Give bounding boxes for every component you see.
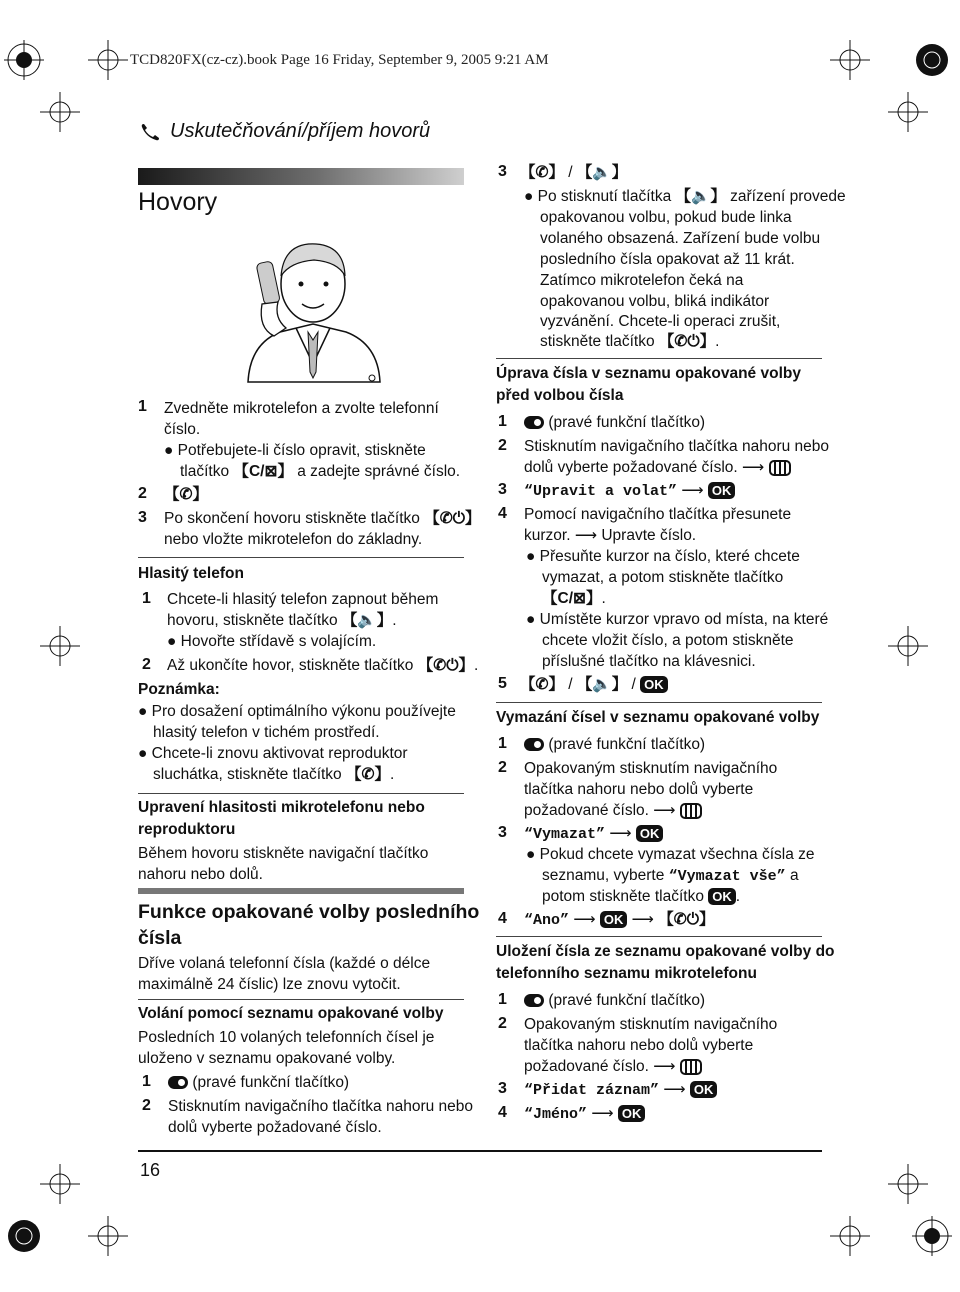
paragraph: nahoru nebo dolů. [138, 866, 263, 883]
step-text: dolů vyberte požadované číslo. [168, 1119, 382, 1136]
page-title: Hovory [138, 188, 218, 216]
menu-icon [680, 803, 702, 819]
divider [496, 702, 822, 703]
crosshair-icon [40, 626, 80, 666]
section-bar [138, 888, 464, 894]
bullet-item: ● Hovořte střídavě s volajícím. [167, 633, 377, 650]
step-text: Stisknutím navigačního tlačítka nahoru nebo [168, 1098, 474, 1115]
crosshair-icon [40, 92, 80, 132]
bullet-continued: sluchátka, stiskněte tlačítko 【✆】. [153, 766, 395, 783]
crosshair-icon [888, 92, 928, 132]
section-heading: Funkce opakované volby posledního [138, 901, 480, 923]
step-text: číslo. [164, 421, 201, 438]
divider [496, 936, 822, 937]
bullet-item: ● Chcete-li znovu aktivovat reproduktor [138, 745, 408, 762]
footer-rule [138, 1150, 822, 1152]
subsection-title: reproduktoru [138, 821, 236, 838]
menu-icon [680, 1059, 702, 1075]
bullet-item: ● Umístěte kurzor vpravo od místa, na které [526, 611, 829, 628]
step-text: (pravé funkční tlačítko) [168, 1072, 349, 1093]
bullet-item: ● Pro dosažení optimálního výkonu používejte [138, 703, 456, 720]
bullet-continued: hlasitý telefon v tichém prostředí. [153, 724, 380, 741]
subsection-title: Uložení čísla ze seznamu opakované volby do [496, 943, 835, 960]
step-text: Zvedněte mikrotelefon a zvolte telefonní [164, 400, 439, 417]
divider [138, 793, 464, 794]
ok-button-icon: OK [708, 482, 736, 499]
bullet-item: ● Po stisknutí tlačítka 【🔈】 zařízení provede [524, 188, 846, 205]
registration-mark-icon [912, 1216, 952, 1256]
person-on-phone-illustration [238, 232, 388, 384]
soft-key-icon [168, 1076, 188, 1089]
registration-mark-icon [4, 40, 44, 80]
crosshair-icon [88, 40, 128, 80]
paragraph: maximálně 24 číslic) lze znovu vytočit. [138, 976, 401, 993]
section-heading: čísla [138, 927, 182, 949]
step-text: nebo vložte mikrotelefon do základny. [164, 531, 423, 548]
subsection-title: před volbou čísla [496, 387, 624, 404]
step-text: Po skončení hovoru stiskněte tlačítko 【✆⏻】 [164, 510, 481, 527]
paragraph: Posledních 10 volaných telefonních čísel je [138, 1029, 435, 1046]
subsection-title: Úprava čísla v seznamu opakované volby [496, 365, 801, 382]
talk-key: 【✆】 [164, 486, 208, 503]
paragraph: Dříve volaná telefonní čísla (každé o délce [138, 955, 431, 972]
divider [496, 358, 822, 359]
soft-key-icon [524, 738, 544, 751]
talk-speaker-keys: 【✆】 / 【🔈】 [520, 164, 628, 181]
step-text: Až ukončíte hovor, stiskněte tlačítko 【✆⏻】. [167, 657, 479, 674]
divider [138, 999, 464, 1000]
crosshair-icon [888, 626, 928, 666]
phone-talk-icon [140, 123, 162, 141]
bullet-item: ● Přesuňte kurzor na číslo, které chcete [526, 548, 800, 565]
soft-key-icon [524, 416, 544, 429]
subsection-title: Upravení hlasitosti mikrotelefonu nebo [138, 799, 425, 816]
heading-gradient-bar [138, 168, 464, 185]
subsection-title: Vymazání čísel v seznamu opakované volby [496, 709, 820, 726]
crosshair-icon [830, 1216, 870, 1256]
divider [138, 557, 464, 558]
crosshair-icon [40, 1164, 80, 1204]
soft-key-icon [524, 994, 544, 1007]
crosshair-icon [88, 1216, 128, 1256]
paragraph: uloženo v seznamu opakované volby. [138, 1050, 396, 1067]
step-text: hovoru, stiskněte tlačítko 【🔈】. [167, 612, 397, 629]
registration-mark-icon [4, 1216, 44, 1256]
step-text: Chcete-li hlasitý telefon zapnout během [167, 591, 439, 608]
subsection-title: telefonního seznamu mikrotelefonu [496, 965, 757, 982]
menu-icon [769, 460, 791, 476]
paragraph: Během hovoru stiskněte navigační tlačítko [138, 845, 429, 862]
section-title: Uskutečňování/příjem hovorů [140, 120, 430, 143]
bullet-continued: tlačítko 【C/⊠】 a zadejte správné číslo. [180, 463, 461, 480]
bullet-item: ● Potřebujete-li číslo opravit, stiskněte [164, 442, 426, 459]
note-title: Poznámka: [138, 681, 220, 698]
registration-mark-icon [912, 40, 952, 80]
bullet-item: ● Pokud chcete vymazat všechna čísla ze [526, 846, 815, 863]
subsection-title: Hlasitý telefon [138, 565, 244, 582]
crosshair-icon [888, 1164, 928, 1204]
page-number: 16 [140, 1160, 161, 1180]
subsection-title: Volání pomocí seznamu opakované volby [138, 1005, 444, 1022]
book-header-line: TCD820FX(cz-cz).book Page 16 Friday, September 9, 2005 9:21 AM [130, 52, 549, 68]
crosshair-icon [830, 40, 870, 80]
